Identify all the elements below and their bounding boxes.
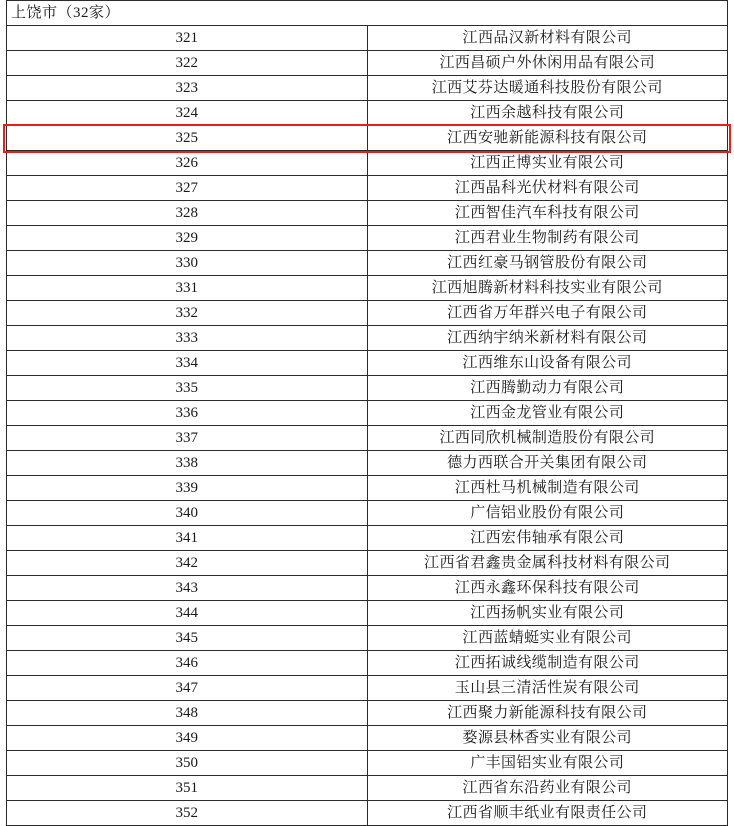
row-enterprise-name: 江西扬帆实业有限公司 bbox=[367, 601, 728, 626]
row-enterprise-name: 江西智佳汽车科技有限公司 bbox=[367, 201, 728, 226]
row-enterprise-name: 江西红豪马钢管股份有限公司 bbox=[367, 251, 728, 276]
row-number: 343 bbox=[7, 576, 368, 601]
row-enterprise-name: 江西省君鑫贵金属科技材料有限公司 bbox=[367, 551, 728, 576]
row-number: 341 bbox=[7, 526, 368, 551]
row-number: 328 bbox=[7, 201, 368, 226]
row-number: 326 bbox=[7, 151, 368, 176]
row-number: 350 bbox=[7, 751, 368, 776]
table-row bbox=[7, 126, 728, 151]
row-number: 344 bbox=[7, 601, 368, 626]
row-enterprise-name: 江西同欣机械制造股份有限公司 bbox=[367, 426, 728, 451]
table-row bbox=[7, 426, 728, 451]
row-number: 340 bbox=[7, 501, 368, 526]
row-enterprise-name: 江西品汉新材料有限公司 bbox=[367, 26, 728, 51]
table-row bbox=[7, 351, 728, 376]
row-number: 335 bbox=[7, 376, 368, 401]
table-row bbox=[7, 726, 728, 751]
table-row bbox=[7, 101, 728, 126]
row-enterprise-name: 江西省东沿药业有限公司 bbox=[367, 776, 728, 801]
row-number: 331 bbox=[7, 276, 368, 301]
row-number: 327 bbox=[7, 176, 368, 201]
row-number: 333 bbox=[7, 326, 368, 351]
table-row bbox=[7, 601, 728, 626]
row-enterprise-name: 玉山县三清活性炭有限公司 bbox=[367, 676, 728, 701]
row-enterprise-name: 江西艾芬达暖通科技股份有限公司 bbox=[367, 76, 728, 101]
row-enterprise-name: 江西聚力新能源科技有限公司 bbox=[367, 701, 728, 726]
row-enterprise-name: 江西安驰新能源科技有限公司 bbox=[367, 126, 728, 151]
row-enterprise-name: 婺源县林香实业有限公司 bbox=[367, 726, 728, 751]
table-row bbox=[7, 151, 728, 176]
table-row bbox=[7, 676, 728, 701]
row-number: 325 bbox=[7, 126, 368, 151]
row-number: 349 bbox=[7, 726, 368, 751]
table-row bbox=[7, 326, 728, 351]
table-row bbox=[7, 26, 728, 51]
row-enterprise-name: 江西余越科技有限公司 bbox=[367, 101, 728, 126]
table-row bbox=[7, 226, 728, 251]
table-row bbox=[7, 451, 728, 476]
table-row bbox=[7, 801, 728, 826]
table-row bbox=[7, 76, 728, 101]
table-row bbox=[7, 376, 728, 401]
row-number: 332 bbox=[7, 301, 368, 326]
row-enterprise-name: 广丰国铝实业有限公司 bbox=[367, 751, 728, 776]
table-row bbox=[7, 751, 728, 776]
enterprise-list-table bbox=[6, 0, 728, 826]
row-number: 321 bbox=[7, 26, 368, 51]
row-number: 324 bbox=[7, 101, 368, 126]
row-enterprise-name: 江西纳宇纳米新材料有限公司 bbox=[367, 326, 728, 351]
table-row bbox=[7, 301, 728, 326]
region-header-row bbox=[7, 1, 728, 26]
row-enterprise-name: 江西杜马机械制造有限公司 bbox=[367, 476, 728, 501]
row-enterprise-name: 广信铝业股份有限公司 bbox=[367, 501, 728, 526]
row-enterprise-name: 江西晶科光伏材料有限公司 bbox=[367, 176, 728, 201]
row-enterprise-name: 江西省万年群兴电子有限公司 bbox=[367, 301, 728, 326]
row-number: 351 bbox=[7, 776, 368, 801]
table-row bbox=[7, 251, 728, 276]
row-enterprise-name: 江西省顺丰纸业有限责任公司 bbox=[367, 801, 728, 826]
table-row bbox=[7, 201, 728, 226]
row-enterprise-name: 德力西联合开关集团有限公司 bbox=[367, 451, 728, 476]
table-row bbox=[7, 476, 728, 501]
row-enterprise-name: 江西旭腾新材料科技实业有限公司 bbox=[367, 276, 728, 301]
table-row bbox=[7, 51, 728, 76]
row-number: 348 bbox=[7, 701, 368, 726]
table-body bbox=[7, 1, 728, 826]
row-number: 347 bbox=[7, 676, 368, 701]
row-enterprise-name: 江西金龙管业有限公司 bbox=[367, 401, 728, 426]
row-number: 323 bbox=[7, 76, 368, 101]
table-row bbox=[7, 776, 728, 801]
table-row bbox=[7, 501, 728, 526]
row-number: 342 bbox=[7, 551, 368, 576]
row-enterprise-name: 江西拓诚线缆制造有限公司 bbox=[367, 651, 728, 676]
table-row bbox=[7, 551, 728, 576]
row-number: 322 bbox=[7, 51, 368, 76]
table-row bbox=[7, 401, 728, 426]
row-enterprise-name: 江西维东山设备有限公司 bbox=[367, 351, 728, 376]
table-row bbox=[7, 276, 728, 301]
row-number: 346 bbox=[7, 651, 368, 676]
row-number: 337 bbox=[7, 426, 368, 451]
row-enterprise-name: 江西昌硕户外休闲用品有限公司 bbox=[367, 51, 728, 76]
row-number: 345 bbox=[7, 626, 368, 651]
region-label: 上饶市（32家） bbox=[7, 1, 728, 26]
table-row bbox=[7, 176, 728, 201]
row-enterprise-name: 江西蓝蜻蜓实业有限公司 bbox=[367, 626, 728, 651]
row-enterprise-name: 江西腾勤动力有限公司 bbox=[367, 376, 728, 401]
row-number: 352 bbox=[7, 801, 368, 826]
table-row bbox=[7, 701, 728, 726]
table-row bbox=[7, 626, 728, 651]
table-row bbox=[7, 651, 728, 676]
row-number: 334 bbox=[7, 351, 368, 376]
row-number: 338 bbox=[7, 451, 368, 476]
row-enterprise-name: 江西宏伟轴承有限公司 bbox=[367, 526, 728, 551]
row-number: 330 bbox=[7, 251, 368, 276]
table-row bbox=[7, 576, 728, 601]
row-enterprise-name: 江西君业生物制药有限公司 bbox=[367, 226, 728, 251]
row-number: 336 bbox=[7, 401, 368, 426]
table-row bbox=[7, 526, 728, 551]
row-number: 339 bbox=[7, 476, 368, 501]
row-number: 329 bbox=[7, 226, 368, 251]
row-enterprise-name: 江西永鑫环保科技有限公司 bbox=[367, 576, 728, 601]
row-enterprise-name: 江西正博实业有限公司 bbox=[367, 151, 728, 176]
